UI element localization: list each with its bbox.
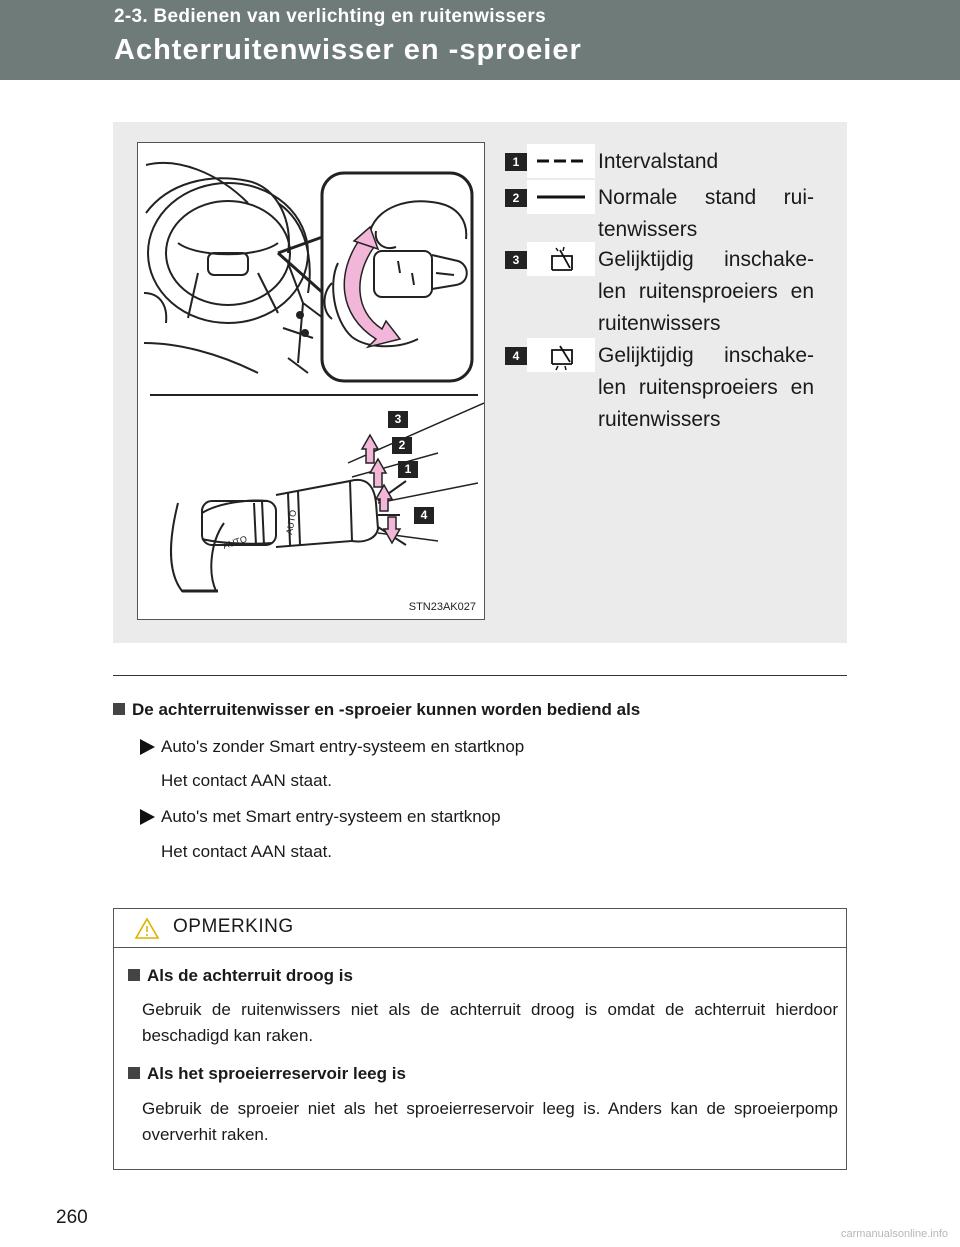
condition-detail: Het contact AAN staat.: [161, 842, 333, 861]
conditions-heading: [113, 700, 640, 720]
notice-label: OPMERKING: [173, 916, 294, 937]
section-title: 2-3. Bedienen van verlichting en ruitenwissers: [114, 6, 546, 27]
lever-auto-label-2: AUTO: [284, 509, 299, 536]
triangle-bullet-icon: [140, 739, 155, 755]
notice-subheading: [128, 966, 353, 986]
dashed-line-icon: [527, 144, 595, 178]
notice-box: [113, 908, 847, 1170]
notice-header: [114, 909, 846, 948]
solid-line-icon: [527, 180, 595, 214]
notice-subheading-text: Als het sproeierreservoir leeg is: [147, 1064, 406, 1083]
legend-number: 2: [505, 189, 527, 207]
washer-wiper-icon: [527, 338, 595, 372]
square-bullet-icon: [128, 1067, 140, 1079]
legend-number: 3: [505, 251, 527, 269]
legend-text: Gelijktijdig inschake-len ruitensproeiers en ruitenwissers: [598, 344, 814, 431]
notice-subheading: [128, 1064, 406, 1084]
condition-label: Auto's zonder Smart entry-systeem en startknop: [161, 737, 525, 756]
conditions-heading-text: De achterruitenwisser en -sproeier kunnen worden bediend als: [132, 700, 641, 719]
lever-drawing: [171, 403, 484, 591]
notice-subheading-text: Als de achterruit droog is: [147, 966, 353, 985]
notice-body: Gebruik de sproeier niet als het sproeierreservoir leeg is. Anders kan de sproeierpomp oververhit raken.: [142, 1099, 838, 1144]
wiper-lever-illustration: [137, 142, 485, 620]
legend-number: 4: [505, 347, 527, 365]
figure-code: STN23AK027: [408, 601, 476, 613]
square-bullet-icon: [128, 969, 140, 981]
condition-item: [140, 807, 501, 827]
legend-text: Intervalstand: [598, 150, 719, 173]
callout-3: 3: [388, 411, 408, 428]
figure-panel: [113, 122, 847, 643]
legend-text: Gelijktijdig inschake-len ruitensproeiers en ruitenwissers: [598, 248, 814, 335]
condition-detail: Het contact AAN staat.: [161, 771, 333, 790]
warning-icon: [134, 917, 160, 945]
callout-2: 2: [392, 437, 412, 454]
page-header: [0, 0, 960, 80]
square-bullet-icon: [113, 703, 125, 715]
page-number: 260: [56, 1207, 88, 1228]
condition-label: Auto's met Smart entry-systeem en startknop: [161, 807, 501, 826]
watermark: carmanualsonline.info: [840, 1228, 948, 1240]
legend-text: Normale stand rui-tenwissers: [598, 186, 814, 241]
callout-1: 1: [398, 461, 418, 478]
notice-body: Gebruik de ruitenwissers niet als de achterruit droog is omdat de achterruit hierdoor beschadigd kan raken.: [142, 1000, 838, 1045]
section-divider: [113, 675, 847, 676]
washer-wiper-icon: [527, 242, 595, 276]
legend-number: 1: [505, 153, 527, 171]
callout-4: 4: [414, 507, 434, 524]
illustration-svg: [138, 143, 484, 619]
page-title: Achterruitenwisser en -sproeier: [114, 34, 582, 66]
condition-item: [140, 737, 524, 757]
lever-auto-label: AUTO: [221, 533, 249, 551]
triangle-bullet-icon: [140, 809, 155, 825]
